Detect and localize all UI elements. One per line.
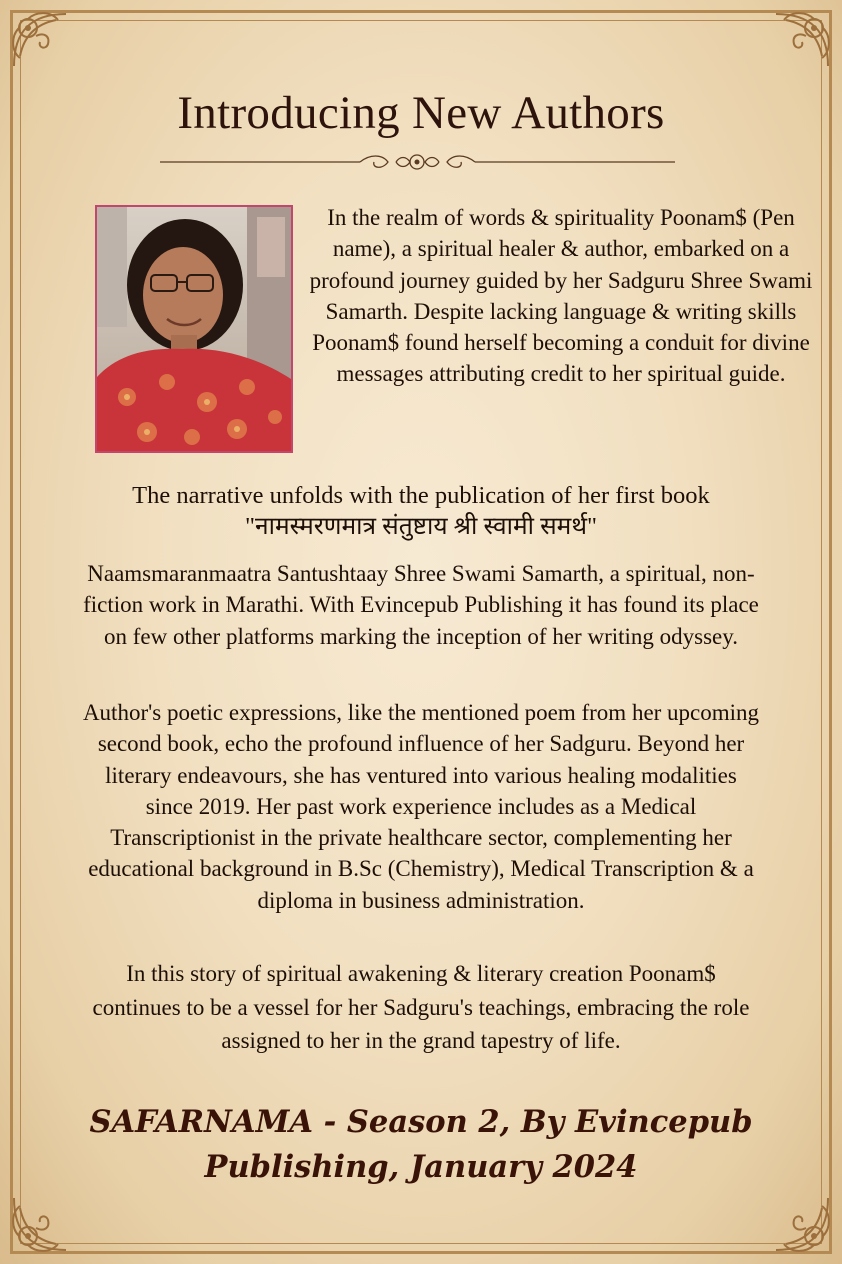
closing-paragraph: In this story of spiritual awakening & literary creation Poonam$ continues to be a vessel for her Sadguru's teachings, embracing the role assigned to her in the grand tapestry of life.	[92, 961, 750, 1053]
intro-paragraph: In the realm of words & spirituality Poonam$ (Pen name), a spiritual healer & author, embarked on a profound journey guided by her Sadguru Shree Swami Samarth. Despite lacking language & writing skills Poonam$ found herself becoming a conduit for divine messages attributing credit to her spiritual guide.	[309, 205, 813, 387]
divider-ornament-icon	[160, 150, 675, 174]
corner-ornament-icon	[6, 6, 96, 96]
author-photo	[95, 205, 293, 453]
footer-credit	[0, 1100, 842, 1190]
corner-ornament-icon	[746, 6, 836, 96]
footer-line-1: SAFARNAMA - Season 2, By Evincepub	[89, 1104, 753, 1140]
footer-line-2: Publishing, January 2024	[204, 1149, 638, 1185]
page-title: Introducing New Authors	[177, 87, 665, 139]
author-portrait-icon	[97, 207, 291, 451]
narrative-paragraph: The narrative unfolds with the publication of her first book "नामस्मरणमात्र संतुष्टाय श्री स्वामी समर्थ"	[132, 482, 710, 540]
author-background-paragraph: Author's poetic expressions, like the mentioned poem from her upcoming second book, echo the profound influence of her Sadguru. Beyond her literary endeavours, she has ventured into various healing modalities since 2019. Her past work experience includes as a Medical Transcriptionist in the private healthcare sector, complementing her educational background in B.Sc (Chemistry), Medical Transcription & a diploma in business administration.	[82, 700, 760, 913]
book-description-paragraph: Naamsmaranmaatra Santushtaay Shree Swami Samarth, a spiritual, non-fiction work in Marathi. With Evincepub Publishing it has found its place on few other platforms marking the inception of her writing odyssey.	[83, 561, 759, 649]
